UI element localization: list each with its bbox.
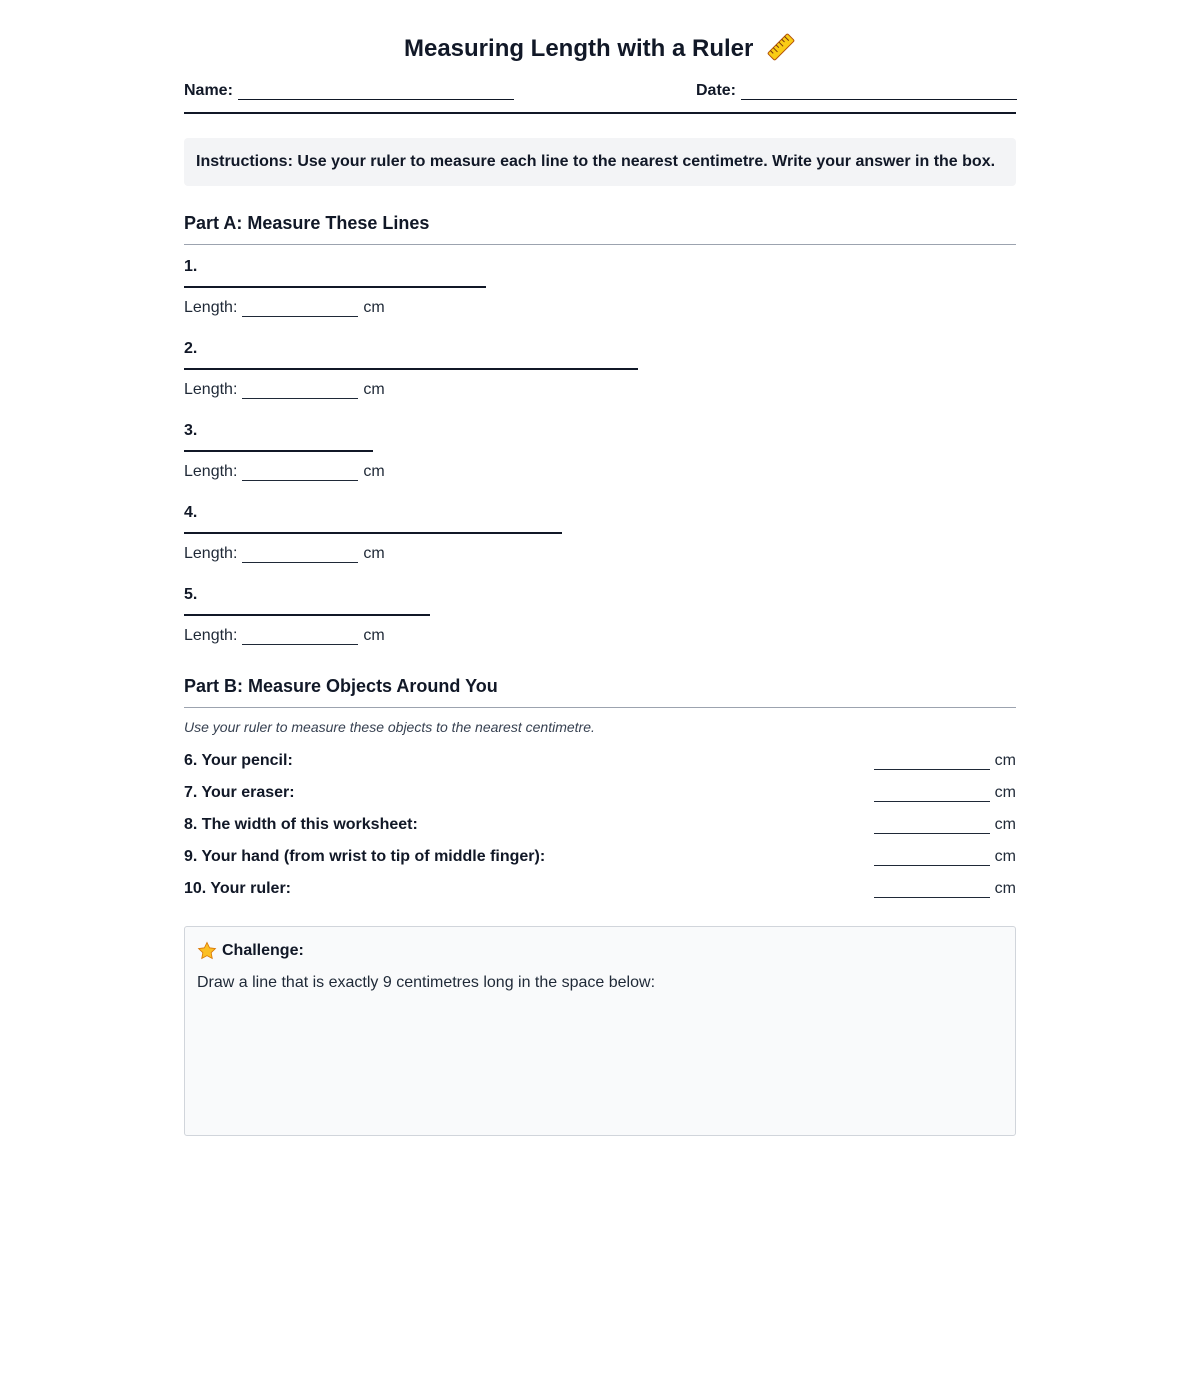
- object-label: 10. Your ruler:: [184, 880, 291, 897]
- object-label: 7. Your eraser:: [184, 784, 295, 801]
- unit-label: cm: [994, 752, 1016, 769]
- object-answer[interactable]: [874, 848, 1016, 866]
- unit-label: cm: [363, 463, 385, 480]
- part-b-note: Use your ruler to measure these objects to the nearest centimetre.: [184, 719, 595, 735]
- length-answer-1[interactable]: [184, 299, 385, 317]
- measure-line-5: [184, 614, 430, 616]
- object-label: 8. The width of this worksheet:: [184, 816, 418, 833]
- answer-blank[interactable]: [242, 546, 358, 563]
- part-b-title: Part B: Measure Objects Around You: [184, 673, 1016, 708]
- object-answer[interactable]: [874, 880, 1016, 898]
- measure-line-2: [184, 368, 638, 370]
- length-label: Length:: [184, 463, 238, 480]
- challenge-heading: [197, 939, 1003, 963]
- ruler-icon: [766, 32, 796, 62]
- object-label: 9. Your hand (from wrist to tip of middle finger):: [184, 848, 546, 865]
- object-row-ruler: [184, 880, 1016, 900]
- unit-label: cm: [994, 848, 1016, 865]
- instructions-box: Instructions: Use your ruler to measure each line to the nearest centimetre. Write your answer in the box.: [184, 138, 1016, 186]
- unit-label: cm: [363, 299, 385, 316]
- answer-blank[interactable]: [874, 881, 990, 898]
- answer-blank[interactable]: [242, 464, 358, 481]
- challenge-text: Draw a line that is exactly 9 centimetres long in the space below:: [197, 974, 656, 991]
- title-text: Measuring Length with a Ruler: [403, 35, 754, 62]
- answer-blank[interactable]: [874, 753, 990, 770]
- measure-line-3: [184, 450, 373, 452]
- part-a-title: Part A: Measure These Lines: [184, 210, 1016, 245]
- object-answer[interactable]: [874, 752, 1016, 770]
- length-answer-3[interactable]: [184, 463, 385, 481]
- star-icon: [197, 941, 217, 961]
- measure-line-1: [184, 286, 486, 288]
- length-answer-5[interactable]: [184, 627, 385, 645]
- answer-blank[interactable]: [242, 300, 358, 317]
- worksheet-title: [184, 32, 1016, 65]
- length-answer-4[interactable]: [184, 545, 385, 563]
- length-label: Length:: [184, 545, 238, 562]
- unit-label: cm: [994, 880, 1016, 897]
- name-label: Name:: [184, 82, 233, 99]
- length-answer-2[interactable]: [184, 381, 385, 399]
- length-label: Length:: [184, 381, 238, 398]
- answer-blank[interactable]: [242, 628, 358, 645]
- object-answer[interactable]: [874, 816, 1016, 834]
- header-divider: [184, 112, 1016, 114]
- object-row-worksheet-width: [184, 816, 1016, 836]
- unit-label: cm: [994, 816, 1016, 833]
- answer-blank[interactable]: [874, 785, 990, 802]
- object-row-eraser: [184, 784, 1016, 804]
- answer-blank[interactable]: [874, 849, 990, 866]
- measure-line-4: [184, 532, 562, 534]
- question-number: 1.: [184, 258, 198, 275]
- length-label: Length:: [184, 299, 238, 316]
- date-label: Date:: [696, 82, 737, 99]
- header-fields: [184, 80, 1016, 104]
- unit-label: cm: [363, 627, 385, 644]
- challenge-heading-text: Challenge:: [222, 942, 304, 959]
- date-blank[interactable]: [741, 83, 1017, 100]
- question-number: 4.: [184, 504, 198, 521]
- unit-label: cm: [363, 545, 385, 562]
- answer-blank[interactable]: [874, 817, 990, 834]
- unit-label: cm: [363, 381, 385, 398]
- answer-blank[interactable]: [242, 382, 358, 399]
- name-field[interactable]: [184, 82, 514, 100]
- object-row-pencil: [184, 752, 1016, 772]
- date-field[interactable]: [696, 82, 1017, 100]
- question-number: 5.: [184, 586, 198, 603]
- object-row-hand: [184, 848, 1016, 868]
- challenge-box[interactable]: [184, 926, 1016, 1136]
- question-number: 3.: [184, 422, 198, 439]
- length-label: Length:: [184, 627, 238, 644]
- object-label: 6. Your pencil:: [184, 752, 293, 769]
- question-number: 2.: [184, 340, 198, 357]
- name-blank[interactable]: [238, 83, 514, 100]
- object-answer[interactable]: [874, 784, 1016, 802]
- unit-label: cm: [994, 784, 1016, 801]
